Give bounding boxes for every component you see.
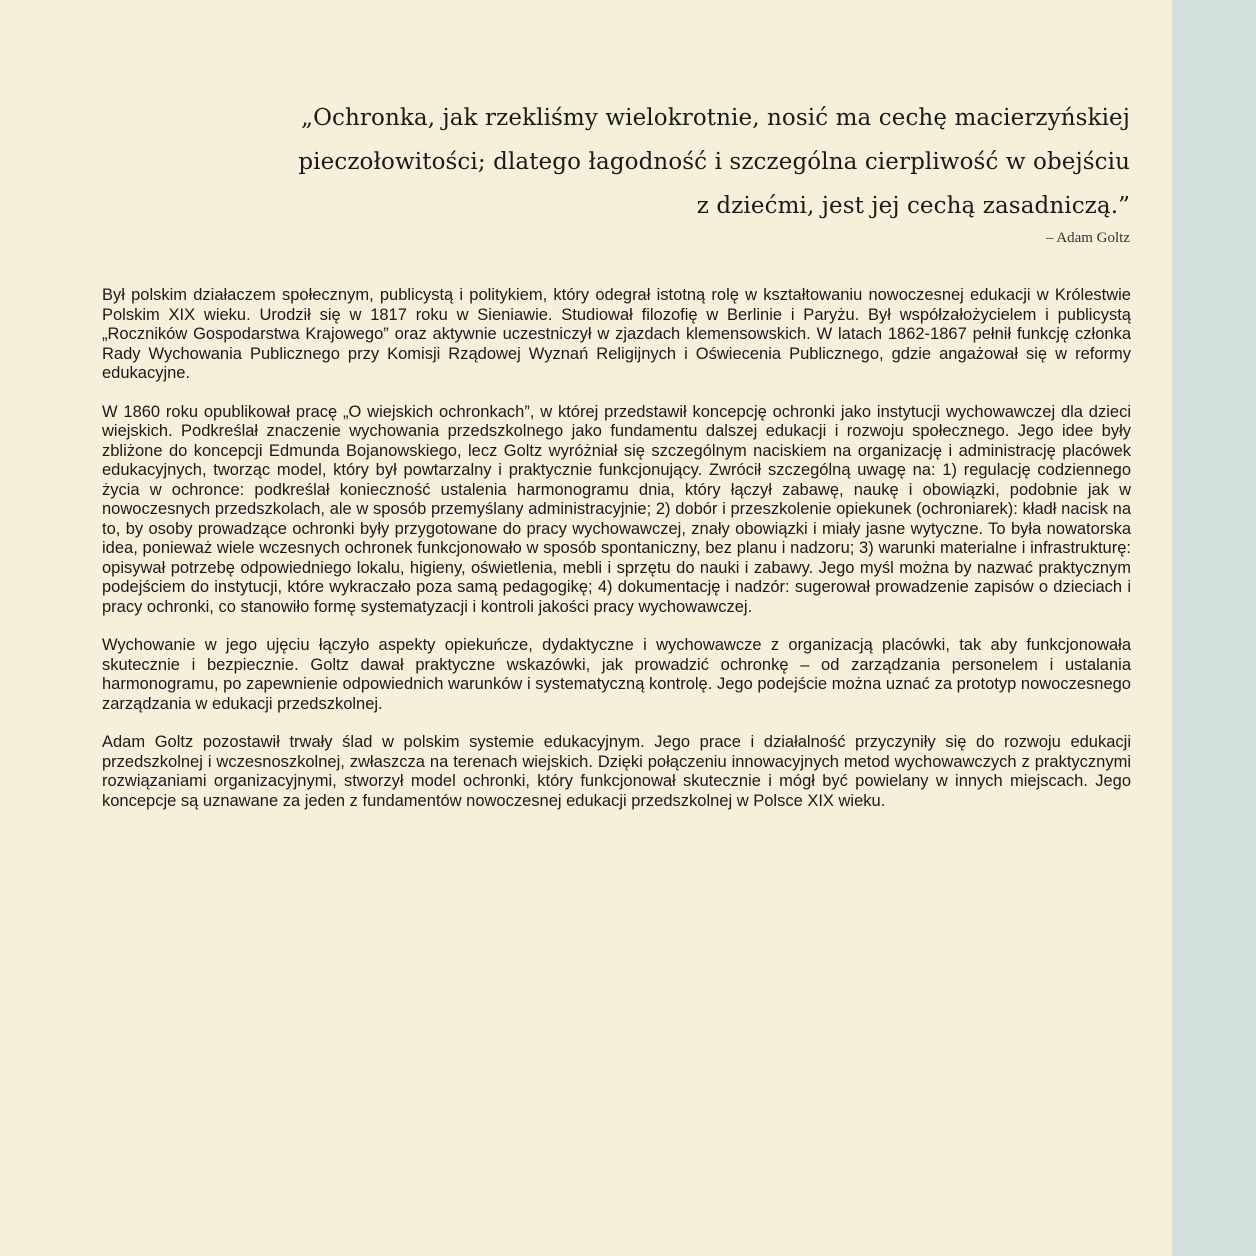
epigraph-quote [120, 96, 1130, 228]
quote-line: z dziećmi, jest jej cechą zasadniczą.” [696, 193, 1130, 219]
quote-attribution: – Adam Goltz [1045, 230, 1130, 246]
paragraph: Adam Goltz pozostawił trwały ślad w polskim systemie edukacyjnym. Jego prace i działalność przyczyniły się do rozwoju edukacji przedszkolnej i wczesnoszkolnej, zwłaszcza na terenach wiejskich. Dzięki połączeniu innowacyjnych metod wychowawczych z praktycznymi rozwiązaniami organizacyjnymi, stworzył model ochronki, który funkcjonował skutecznie i mógł być powielany w innych miejscach. Jego koncepcje są uznawane za jeden z fundamentów nowoczesnej edukacji przedszkolnej w Polsce XIX wieku. [102, 733, 1131, 810]
article-body [102, 286, 1131, 830]
side-color-band [1172, 0, 1256, 1256]
paragraph: Wychowanie w jego ujęciu łączyło aspekty opiekuńcze, dydaktyczne i wychowawcze z organizacją placówki, tak aby funkcjonowała skutecznie i bezpiecznie. Goltz dawał praktyczne wskazówki, jak prowadzić ochronkę – od zarządzania personelem i ustalania harmonogramu, po zapewnienie odpowiednich warunków i systematyczną kontrolę. Jego podejście można uznać za prototyp nowoczesnego zarządzania w edukacji przedszkolnej. [102, 636, 1131, 713]
paragraph: W 1860 roku opublikował pracę „O wiejskich ochronkach”, w której przedstawił koncepcję ochronki jako instytucji wychowawczej dla dzieci wiejskich. Podkreślał znaczenie wychowania przedszkolnego jako fundamentu dalszej edukacji i rozwoju społecznego. Jego idee były zbliżone do koncepcji Edmunda Bojanowskiego, lecz Goltz wyróżniał się szczególnym naciskiem na organizację i administrację placówek edukacyjnych, tworząc model, który był powtarzalny i praktycznie funkcjonujący. Zwrócił szczególną uwagę na: 1) regulację codziennego życia w ochronce: podkreślał konieczność ustalenia harmonogramu dnia, który łączył zabawę, naukę i obowiązki, podobnie jak w nowoczesnych przedszkolach, ale w sposób przemyślany administracyjnie; 2) dobór i przeszkolenie opiekunek (ochroniarek): kładł nacisk na to, by osoby prowadzące ochronki były przygotowane do pracy wychowawczej, znały obowiązki i miały jasne wytyczne. To była nowatorska idea, ponieważ wiele wczesnych ochronek funkcjonowało w sposób spontaniczny, bez planu i nadzoru; 3) warunki materialne i infrastrukturę: opisywał potrzebę odpowiedniego lokalu, higieny, oświetlenia, mebli i sprzętu do nauki i zabawy. Jego myśl można by nazwać praktycznym podejściem do instytucji, które wykraczało poza samą pedagogikę; 4) dokumentację i nadzór: sugerował prowadzenie zapisów o dzieciach i pracy ochronki, co stanowiło formę systematyzacji i kontroli jakości pracy wychowawczej. [102, 402, 1131, 616]
quote-line: pieczołowitości; dlatego łagodność i szczególna cierpliwość w obejściu [298, 149, 1130, 175]
paragraph: Był polskim działaczem społecznym, publicystą i politykiem, który odegrał istotną rolę w kształtowaniu nowoczesnej edukacji w Królestwie Polskim XIX wieku. Urodził się w 1817 roku w Sieniawie. Studiował filozofię w Berlinie i Paryżu. Był współzałożycielem i publicystą „Roczników Gospodarstwa Krajowego” oraz aktywnie uczestniczył w zjazdach klemensowskich. W latach 1862-1867 pełnił funkcję członka Rady Wychowania Publicznego przy Komisji Rządowej Wyznań Religijnych i Oświecenia Publicznego, gdzie angażował się w reformy edukacyjne. [102, 286, 1131, 382]
quote-line: „Ochronka, jak rzekliśmy wielokrotnie, nosić ma cechę macierzyńskiej [301, 105, 1130, 131]
